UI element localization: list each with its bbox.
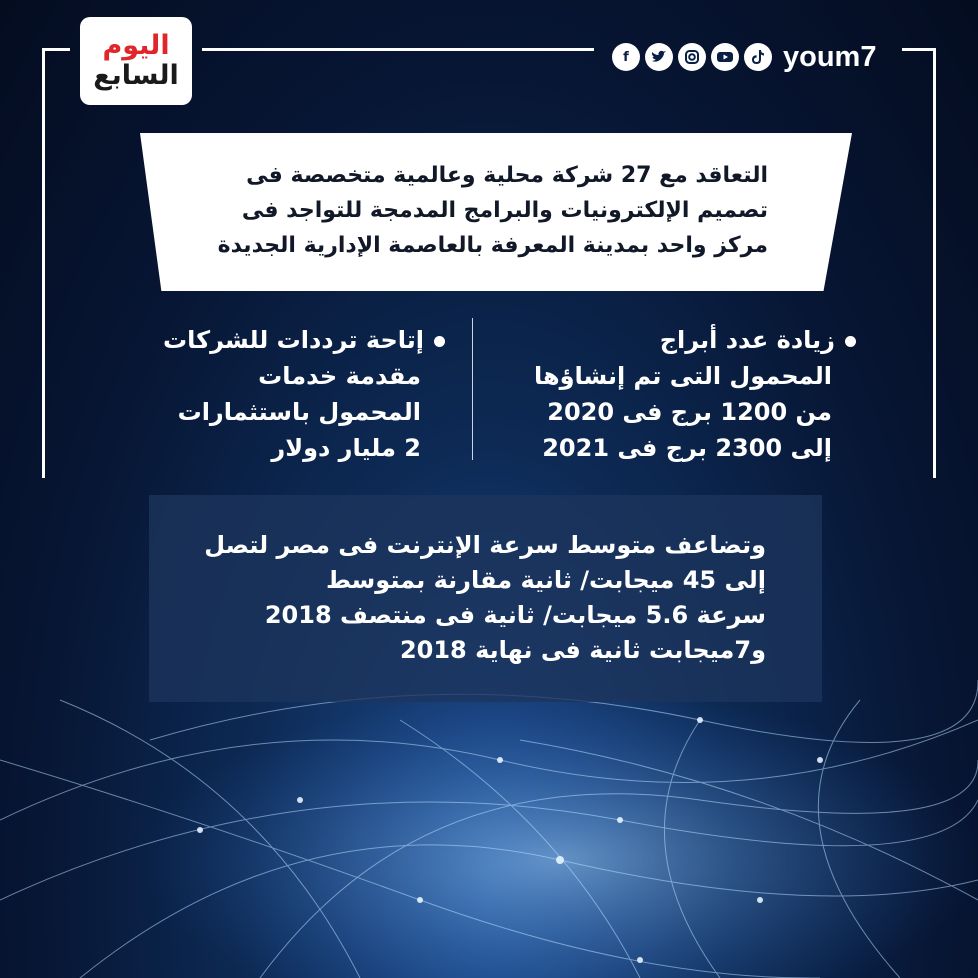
speed-line: و7ميجابت ثانية فى نهاية 2018: [399, 636, 766, 664]
headline-text: [200, 158, 768, 263]
towers-line: إلى 2300 برج فى 2021: [542, 434, 832, 462]
towers-column: [490, 322, 856, 466]
logo-line-2: السابع: [93, 60, 179, 91]
frame-right: [933, 48, 936, 478]
frequencies-column: [120, 322, 445, 466]
frequencies-line: إتاحة ترددات للشركات: [120, 322, 445, 358]
twitter-icon: [645, 43, 673, 71]
frame-top-right: [902, 48, 936, 51]
frequencies-line: 2 مليار دولار: [271, 434, 421, 462]
column-divider: [472, 318, 473, 460]
towers-line: من 1200 برج فى 2020: [547, 398, 832, 426]
towers-line: زيادة عدد أبراج: [490, 322, 856, 358]
towers-line: المحمول التى تم إنشاؤها: [533, 362, 832, 390]
speed-line: وتضاعف متوسط سرعة الإنترنت فى مصر لتصل: [204, 531, 766, 559]
bullet-icon: [434, 336, 445, 347]
tiktok-icon: [744, 43, 772, 71]
frame-left: [42, 48, 45, 478]
headline-line: تصميم الإلكترونيات والبرامج المدمجة للتواجد فى: [241, 198, 768, 223]
brand-name: youm7: [783, 40, 877, 73]
frame-top-left: [42, 48, 70, 51]
speed-line: إلى 45 ميجابت/ ثانية مقارنة بمتوسط: [325, 566, 766, 594]
social-bar: [612, 40, 876, 74]
bullet-icon: [845, 336, 856, 347]
facebook-icon: f: [612, 43, 640, 71]
logo-line-1: اليوم: [102, 30, 170, 61]
headline-line: التعاقد مع 27 شركة محلية وعالمية متخصصة فى: [246, 163, 768, 188]
instagram-icon: [678, 43, 706, 71]
internet-speed-text: [200, 528, 766, 668]
frequencies-line: المحمول باستثمارات: [177, 398, 421, 426]
frame-top-mid: [202, 48, 594, 51]
youtube-icon: [711, 43, 739, 71]
headline-line: مركز واحد بمدينة المعرفة بالعاصمة الإدارية الجديدة: [217, 233, 768, 258]
youm7-logo: [80, 17, 192, 105]
speed-line: سرعة 5.6 ميجابت/ ثانية فى منتصف 2018: [264, 601, 766, 629]
frequencies-line: مقدمة خدمات: [258, 362, 421, 390]
